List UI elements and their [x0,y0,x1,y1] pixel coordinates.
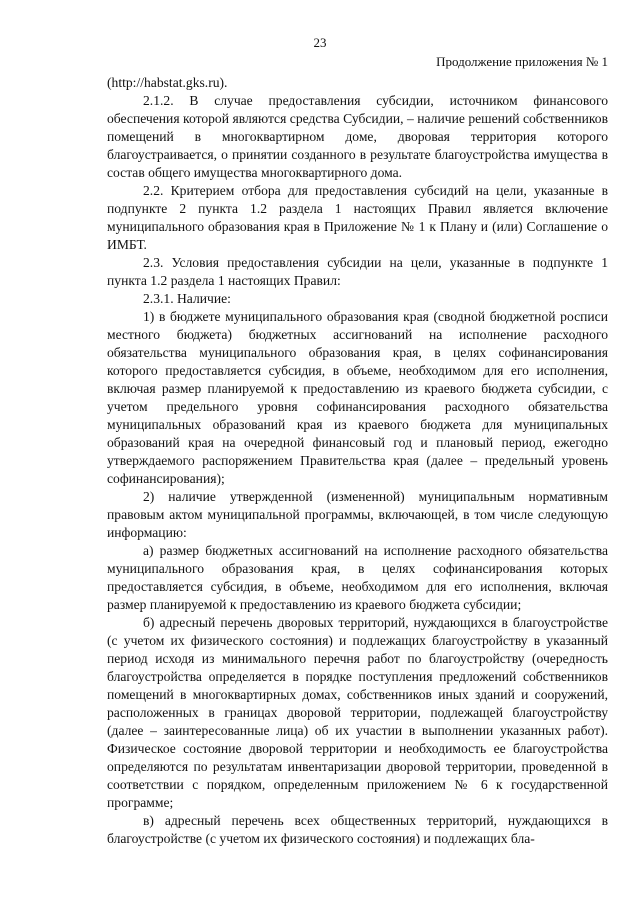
paragraph-item-a: а) размер бюджетных ассигнований на исполнение расходного обязательства муниципального образования края, в целях софинансирования которых предоставляется субсидия, в объеме, необходимом для его исполнения, включая размер планируемой к предоставлению из краевого бюджета субсидии; [107,543,608,612]
paragraph-2-2: 2.2. Критерием отбора для предоставления субсидий на цели, указанные в подпункте 2 пункта 1.2 раздела 1 настоящих Правил является включение муниципального образования края в Приложение № 1 к Плану и (или) Соглашение о ИМБТ. [107,183,608,252]
paragraph-item-1: 1) в бюджете муниципального образования края (сводной бюджетной росписи местного бюджета) бюджетных ассигнований на исполнение расходного обязательства муниципального образования края, в целях софинансирования которого предоставляется субсидия, в объеме, необходимом для его исполнения, включая размер планируемой к предоставлению из краевого бюджета субсидии, с учетом предельного уровня софинансирования расходного обязательства муниципальных образований края из краевого бюджета для муниципальных образований края на очередной финансовый год и плановый период, ежегодно утверждаемого распоряжением Правительства края (далее – предельный уровень софинансирования); [107,309,608,486]
paragraph-source-url: (http://habstat.gks.ru). [107,75,228,90]
paragraph-item-2: 2) наличие утвержденной (измененной) муниципальным нормативным правовым актом муниципальной программы, включающей, в том числе следующую информацию: [107,489,608,540]
paragraph-2-3: 2.3. Условия предоставления субсидии на цели, указанные в подпункте 1 пункта 1.2 раздела 1 настоящих Правил: [107,255,608,288]
document-body [107,74,608,848]
page-number: 23 [313,35,327,50]
appendix-continuation-note: Продолжение приложения № 1 [436,54,608,69]
paragraph-2-1-2: 2.1.2. В случае предоставления субсидии, источником финансового обеспечения которой являются средства Субсидии, – наличие решений собственников помещений в многоквартирном доме, дворовая территория которого благоустраивается, о принятии созданного в результате благоустройства имущества в состав общего имущества многоквартирного дома. [107,93,608,180]
paragraph-item-b: б) адресный перечень дворовых территорий, нуждающихся в благоустройстве (с учетом их физического состояния) и подлежащих благоустройству в указанный период исходя из минимального перечня работ по благоустройству (очередность благоустройства определяется в порядке поступления предложений собственников помещений в многоквартирных домах, собственников иных зданий и сооружений, расположенных в границах дворовой территории, подлежащей благоустройству (далее – заинтересованные лица) об их участии в выполнении указанных работ). Физическое состояние дворовой территории и необходимость ее благоустройства определяются по результатам инвентаризации дворовой территории, проведенной в соответствии с порядком, определенным приложением № 6 к государственной программе; [107,615,608,810]
paragraph-item-v: в) адресный перечень всех общественных территорий, нуждающихся в благоустройстве (с учетом их физического состояния) и подлежащих бла- [107,813,608,846]
paragraph-2-3-1: 2.3.1. Наличие: [143,291,231,306]
